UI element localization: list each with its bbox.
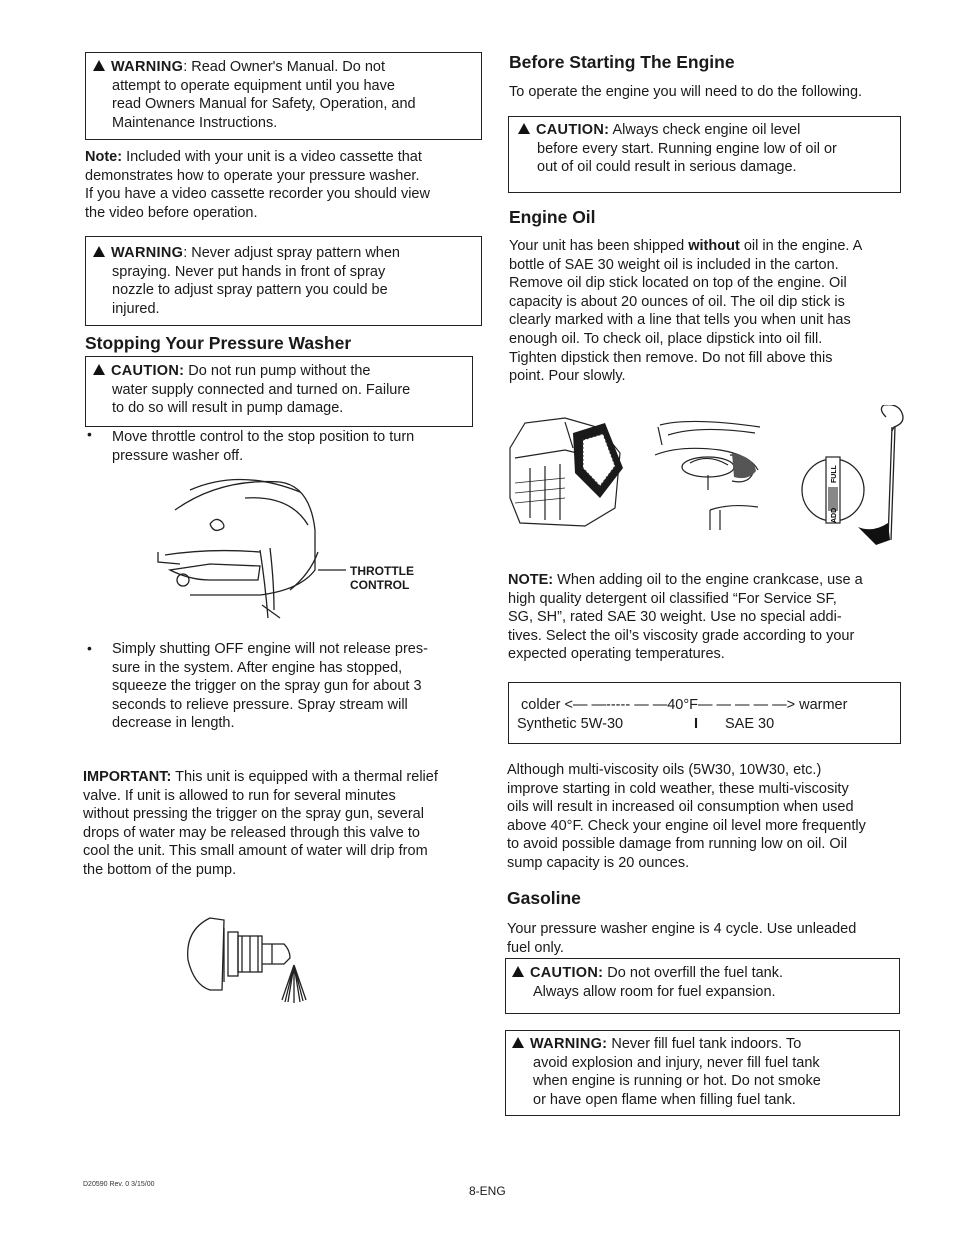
caution-text-oil-level: CAUTION: Always check engine oil level before every start. Running engine low of oil or out of oil could result in serious damage.: [518, 121, 898, 177]
gasoline-heading: Gasoline: [507, 888, 581, 908]
relieve-pressure-instruction: Simply shutting OFF engine will not release pres- sure in the system. After engine has stopped, squeeze the trigger on the spray gun for about 3 seconds to relieve pressure. Spray stream will decrease in length.: [112, 641, 428, 732]
dipstick-level-illustration: [798, 405, 908, 545]
caution-text-fuel-tank: CAUTION: Do not overfill the fuel tank. Always allow room for fuel expansion.: [512, 964, 897, 1001]
caution-triangle-icon: [93, 364, 105, 375]
throttle-control-label: THROTTLE CONTROL: [350, 564, 414, 592]
video-cassette-note: Note: Included with your unit is a video cassette that demonstrates how to operate your pressure washer. If you have a video cassette recorder you should view the video before operation.: [85, 149, 430, 221]
warning-text-spray-pattern: WARNING: Never adjust spray pattern when spraying. Never put hands in front of spray nozzle to adjust spray pattern you could be injured.: [93, 244, 478, 318]
document-revision-code: D20590 Rev. 0 3/15/00: [83, 1181, 155, 1188]
bullet-dot: •: [87, 640, 92, 656]
before-starting-text: To operate the engine you will need to do the following.: [509, 84, 863, 100]
multi-viscosity-paragraph: Although multi-viscosity oils (5W30, 10W30, etc.) improve starting in cold weather, these multi-viscosity oils will result in increased oil consumption when used above 40°F. Check your engine oil level more frequently to avoid possible damage from running low on oil. Oil sump capacity is 20 ounces.: [507, 762, 866, 871]
engine-oil-paragraph: Your unit has been shipped without oil in the engine. A bottle of SAE 30 weight oil is included in the carton. Remove oil dip stick located on top of the engine. Oil capacity is about 20 ounces of oil. The oil dip stick is clearly marked with a line that tells you when unit has enough oil. To check oil, place dipstick into oil fill. Tighten dipstick then remove. Do not fill above this point. Pour slowly.: [509, 238, 863, 385]
throttle-instruction: Move throttle control to the stop position to turn pressure washer off.: [112, 429, 415, 464]
warning-triangle-icon: [512, 1037, 524, 1048]
gasoline-paragraph: Your pressure washer engine is 4 cycle. Use unleaded fuel only.: [507, 921, 857, 956]
dipstick-full-mark: FULL: [831, 465, 838, 483]
viscosity-scale-row: colder <— —----- — —40°F— — — — —> warmer: [521, 697, 848, 713]
thermal-relief-paragraph: IMPORTANT: This unit is equipped with a thermal relief valve. If unit is allowed to run for several minutes without pressing the trigger on the spray gun, several drops of water may be released through this valve to cool the unit. This small amount of water will drip from the bottom of the pump.: [83, 769, 438, 878]
dipstick-removal-illustration: [650, 415, 765, 530]
warning-text-owners-manual: WARNING: Read Owner's Manual. Do not attempt to operate equipment until you have read Owners Manual for Safety, Operation, and Maintenance Instructions.: [93, 58, 478, 132]
thermal-relief-valve-illustration: [180, 910, 330, 1005]
stopping-heading: Stopping Your Pressure Washer: [85, 333, 352, 353]
bullet-dot: •: [87, 426, 92, 442]
warning-triangle-icon: [93, 60, 105, 71]
oil-type-note: NOTE: When adding oil to the engine crankcase, use a high quality detergent oil classified “For Service SF, SG, SH”, rated SAE 30 weight. Use no special addi- tives. Select the oil’s viscosity grade according to your expected operating temperatures.: [508, 572, 863, 663]
throttle-control-illustration: [150, 470, 420, 630]
caution-triangle-icon: [518, 123, 530, 134]
viscosity-synthetic: Synthetic 5W-30: [517, 716, 624, 732]
warning-text-fuel-indoors: WARNING: Never fill fuel tank indoors. To avoid explosion and injury, never fill fuel tank when engine is running or hot. Do not smoke or have open flame when filling fuel tank.: [512, 1035, 897, 1109]
warning-triangle-icon: [93, 246, 105, 257]
page-number: 8-ENG: [469, 1184, 506, 1198]
dipstick-add-mark: ADD: [831, 507, 838, 523]
viscosity-divider: I: [694, 716, 699, 732]
engine-oil-fill-illustration: [505, 408, 625, 530]
viscosity-sae30: SAE 30: [725, 716, 775, 732]
caution-text-pump: CAUTION: Do not run pump without the water supply connected and turned on. Failure to do so will result in pump damage.: [93, 362, 471, 418]
before-starting-heading: Before Starting The Engine: [509, 52, 735, 72]
caution-triangle-icon: [512, 966, 524, 977]
engine-oil-heading: Engine Oil: [509, 207, 596, 227]
